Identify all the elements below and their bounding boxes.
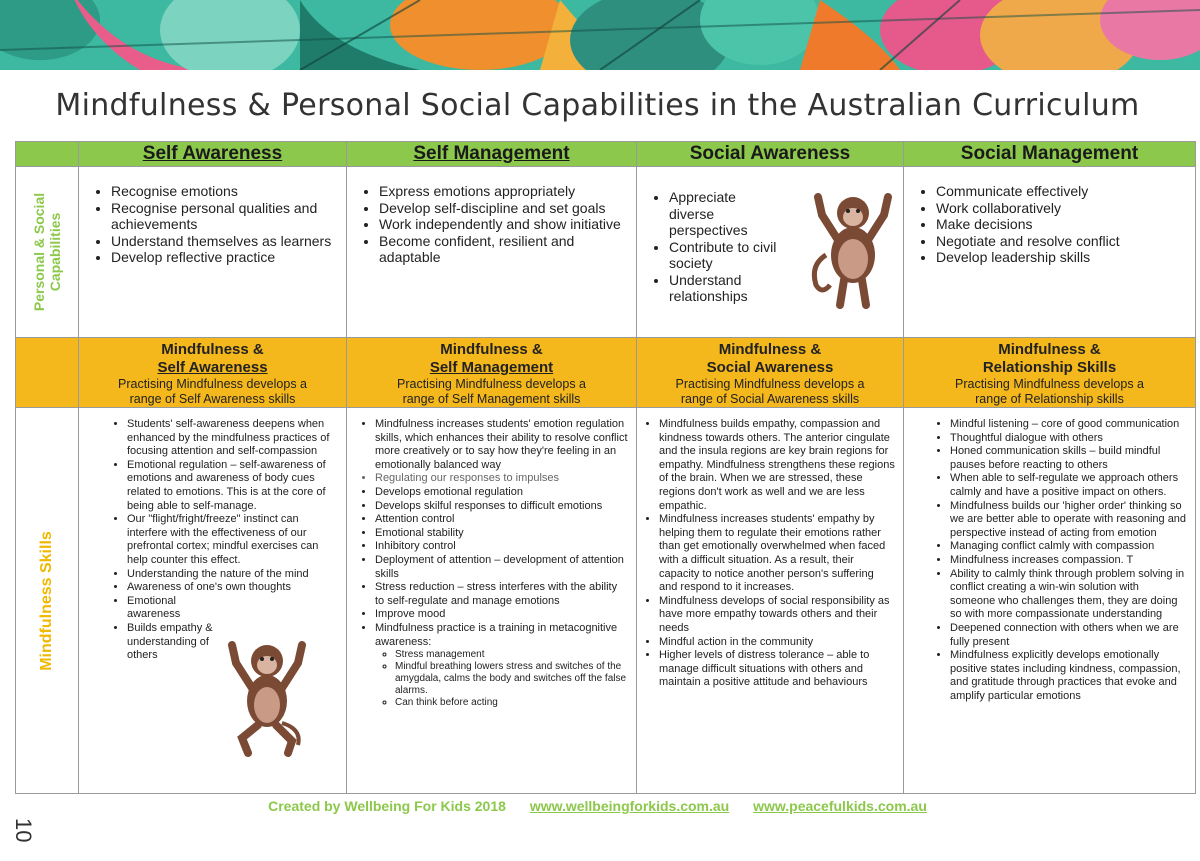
side-label-capabilities-cell xyxy=(16,167,79,338)
footer-link-wellbeingforkids[interactable]: www.wellbeingforkids.com.au xyxy=(529,798,730,814)
mindfulness-header-self-management: Mindfulness & Self Management Practising Mindfulness develops a range of Self Management skills xyxy=(347,338,637,408)
mindfulness-header-row xyxy=(16,338,1196,408)
column-header-self-management: Self Management xyxy=(347,142,637,167)
skills-relationship xyxy=(904,408,1196,794)
mindfulness-header-social-awareness: Mindfulness & Social Awareness Practising Mindfulness develops a range of Social Awareness skills xyxy=(637,338,904,408)
list-item: • Recognise emotions xyxy=(111,183,340,200)
list-item: • Thoughtful dialogue with others xyxy=(950,432,1187,446)
list-item: • Higher levels of distress tolerance – able to manage difficult situations with others and maintain a positive attitude and behaviours xyxy=(659,649,895,690)
footer xyxy=(0,798,1195,814)
list-item: • Develop self-discipline and set goals xyxy=(379,200,630,217)
capabilities-self-awareness xyxy=(79,167,347,338)
list-item: • Managing conflict calmly with compassion xyxy=(950,540,1187,554)
list-item: • Appreciate diverse perspectives xyxy=(669,189,783,239)
header-corner-orange xyxy=(16,338,79,408)
list-item: • Deepened connection with others when we are fully present xyxy=(950,622,1187,649)
list-item: • Mindfulness practice is a training in metacognitive awareness: xyxy=(375,622,628,649)
column-header-row xyxy=(16,142,1196,167)
list-item: • Builds empathy & understanding of others xyxy=(127,622,227,663)
list-item: • When able to self-regulate we approach others calmly and have a positive impact on others. xyxy=(950,472,1187,499)
list-item: • Inhibitory control xyxy=(375,540,628,554)
list-item: • Attention control xyxy=(375,513,628,527)
page-number: 10 xyxy=(11,818,36,843)
column-header-social-management: Social Management xyxy=(904,142,1196,167)
list-item: • Deployment of attention – development of attention skills xyxy=(375,554,628,581)
monkey-icon xyxy=(222,633,312,758)
capabilities-social-management xyxy=(904,167,1196,338)
list-item: • Develops emotional regulation xyxy=(375,486,628,500)
decorative-banner xyxy=(0,0,1200,70)
list-item: • Mindfulness builds empathy, compassion and kindness towards others. The anterior cingulate and the insula regions are key brain regions for empathy. Mindfulness strengthens these regions of the brain. When we are stressed, these regions don't work as well and we are less empathic. xyxy=(659,418,895,513)
column-header-social-awareness: Social Awareness xyxy=(637,142,904,167)
list-item: • Mindfulness increases compassion. T xyxy=(950,554,1187,568)
list-item: • Stress reduction – stress interferes with the ability to self-regulate and manage emotions xyxy=(375,581,628,608)
list-item: • Develop reflective practice xyxy=(111,249,340,266)
capabilities-self-management xyxy=(347,167,637,338)
list-item: • Emotional awareness xyxy=(127,595,197,622)
capabilities-row xyxy=(16,167,1196,338)
list-item: • Negotiate and resolve conflict xyxy=(936,233,1189,250)
list-item: • Mindfulness explicitly develops emotionally positive states including kindness, compassion, and gratitude through practices that evoke and amplify particular emotions xyxy=(950,649,1187,703)
list-item: • Recognise personal qualities and achievements xyxy=(111,200,340,233)
page-title: Mindfulness & Personal Social Capabilities in the Australian Curriculum xyxy=(55,88,1140,123)
list-item: • Our "flight/fright/freeze" instinct can interfere with the effectiveness of our prefrontal cortex; mindful exercises can help counter this effect. xyxy=(127,513,336,567)
list-item: • Mindfulness builds our 'higher order' thinking so we are better able to operate with reasoning and perspective instead of acting from emotion xyxy=(950,500,1187,541)
list-item: • Understand relationships xyxy=(669,272,783,305)
list-item: • Mindfulness develops of social responsibility as have more empathy towards others and their needs xyxy=(659,595,895,636)
side-label-capabilities: Personal & Social Capabilities xyxy=(31,192,63,312)
list-item: • Make decisions xyxy=(936,216,1189,233)
mindfulness-header-self-awareness: Mindfulness & Self Awareness Practising Mindfulness develops a range of Self Awareness skills xyxy=(79,338,347,408)
side-label-mindfulness: Mindfulness Skills xyxy=(38,530,55,671)
footer-credit: Created by Wellbeing For Kids 2018 xyxy=(268,798,506,814)
list-item: ◦ Stress management xyxy=(395,649,636,661)
skills-social-awareness xyxy=(637,408,904,794)
column-header-self-awareness: Self Awareness xyxy=(79,142,347,167)
list-item: • Work collaboratively xyxy=(936,200,1189,217)
skills-self-management xyxy=(347,408,637,794)
list-item: • Develop leadership skills xyxy=(936,249,1189,266)
mindfulness-skills-row xyxy=(16,408,1196,794)
list-item: • Awareness of one's own thoughts xyxy=(127,581,336,595)
list-item: ◦ Mindful breathing lowers stress and switches of the amygdala, calms the body and switches off the false alarms. xyxy=(395,661,636,697)
list-item: • Develops skilful responses to difficult emotions xyxy=(375,500,628,514)
list-item: • Ability to calmly think through problem solving in conflict creating a win-win solution with someone who challenges them, they are doing so with more compassionate understanding xyxy=(950,568,1187,622)
side-label-mindfulness-cell xyxy=(16,408,79,794)
leaf-pattern-icon xyxy=(0,0,1200,70)
list-item: • Students' self-awareness deepens when enhanced by the mindfulness practices of focusing attention and self-compassion xyxy=(127,418,336,459)
list-item: • Emotional regulation – self-awareness of emotions and awareness of body cues related to emotions. This is at the core of being able to self-manage. xyxy=(127,459,336,513)
monkey-icon xyxy=(808,185,898,310)
list-item: • Express emotions appropriately xyxy=(379,183,630,200)
list-item: • Communicate effectively xyxy=(936,183,1189,200)
list-item: • Regulating our responses to impulses xyxy=(375,472,628,486)
header-corner xyxy=(16,142,79,167)
list-item: • Emotional stability xyxy=(375,527,628,541)
list-item: • Mindfulness increases students' emotion regulation skills, which enhances their ability to resolve conflict more creatively or to say how they're feeling in an emotionally balanced way xyxy=(375,418,628,472)
list-item: • Work independently and show initiative xyxy=(379,216,630,233)
list-item: ◦ Can think before acting xyxy=(395,697,636,709)
list-item: • Honed communication skills – build mindful pauses before reacting to others xyxy=(950,445,1187,472)
list-item: • Understand themselves as learners xyxy=(111,233,340,250)
list-item: • Contribute to civil society xyxy=(669,239,783,272)
list-item: • Mindfulness increases students' empathy by helping them to regulate their emotions rather than get emotionally overwhelmed when faced with a difficult situation. As a result, their capacity to notice another person's suffering and respond to it increases. xyxy=(659,513,895,595)
curriculum-table xyxy=(15,141,1196,794)
footer-link-peacefulkids[interactable]: www.peacefulkids.com.au xyxy=(753,798,927,814)
list-item: • Mindful listening – core of good communication xyxy=(950,418,1187,432)
list-item: • Mindful action in the community xyxy=(659,636,895,650)
list-item: • Understanding the nature of the mind xyxy=(127,568,336,582)
list-item: • Improve mood xyxy=(375,608,628,622)
list-item: • Become confident, resilient and adaptable xyxy=(379,233,630,266)
mindfulness-header-relationship: Mindfulness & Relationship Skills Practising Mindfulness develops a range of Relationship skills xyxy=(904,338,1196,408)
